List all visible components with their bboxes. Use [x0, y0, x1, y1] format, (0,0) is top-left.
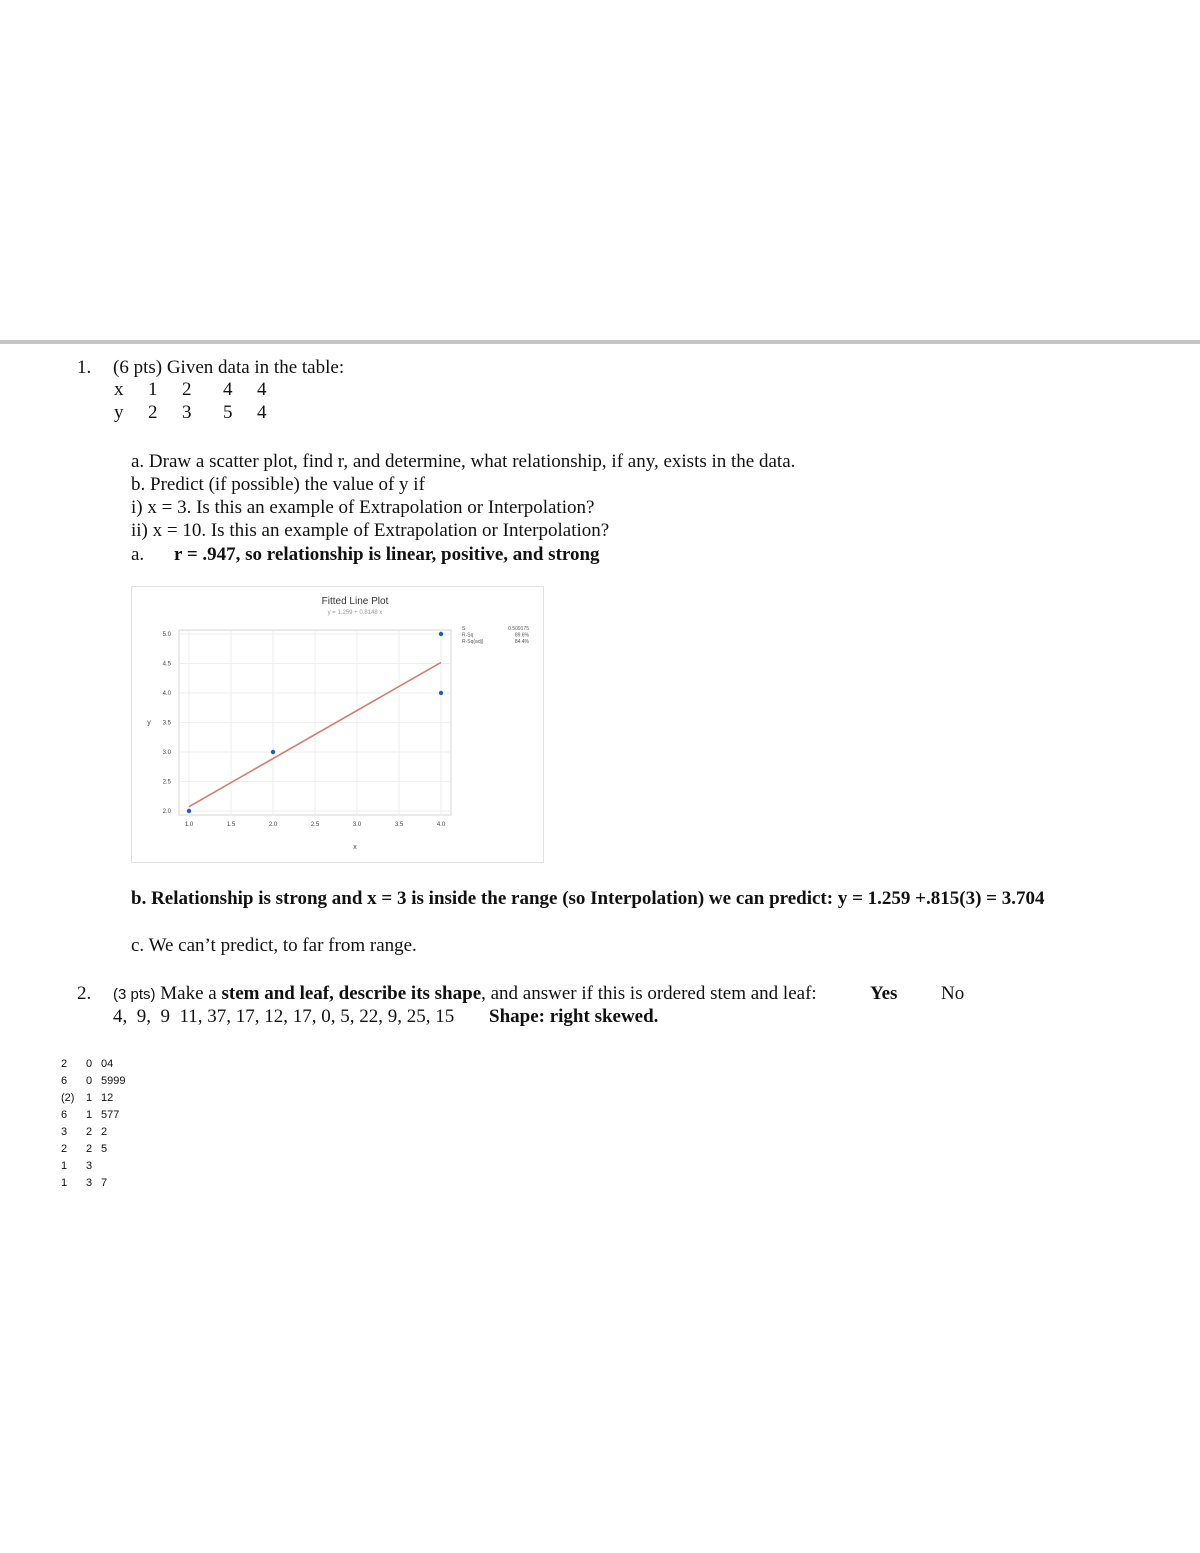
stem-leaf-stem: 2	[86, 1143, 93, 1155]
x-tick-label: 1.0	[184, 822, 194, 828]
table-x-value: 2	[182, 379, 192, 400]
stem-leaf-leaves: 2	[101, 1126, 108, 1138]
answer-a: r = .947, so relationship is linear, positive, and strong	[174, 544, 600, 565]
answer-yes: Yes	[870, 983, 898, 1004]
shape-answer: Shape: right skewed.	[489, 1006, 659, 1027]
x-axis-label: x	[353, 844, 357, 851]
table-y-label: y	[114, 402, 124, 423]
stem-leaf-stem: 1	[86, 1109, 93, 1121]
stem-leaf-count: 6	[61, 1109, 68, 1121]
table-y-value: 4	[257, 402, 267, 423]
y-tick-label: 3.0	[162, 750, 171, 756]
x-tick-label: 3.0	[352, 822, 362, 828]
table-x-value: 4	[257, 379, 267, 400]
stem-leaf-stem: 0	[86, 1058, 93, 1070]
stem-leaf-stem: 1	[86, 1092, 93, 1104]
stem-leaf-stem: 2	[86, 1126, 93, 1138]
points-label: (3 pts)	[113, 986, 156, 1003]
x-tick-label: 1.5	[226, 822, 236, 828]
table-x-value: 4	[223, 379, 233, 400]
answer-a-label: a.	[131, 544, 145, 565]
y-tick-label: 2.5	[162, 779, 171, 786]
stem-leaf-count: 2	[61, 1058, 68, 1070]
stem-leaf-count: 1	[61, 1160, 68, 1172]
stem-leaf-count: (2)	[61, 1092, 75, 1104]
table-y-value: 3	[182, 402, 192, 423]
answer-c: c. We can’t predict, to far from range.	[131, 935, 417, 956]
part-a-text: a. Draw a scatter plot, find r, and determine, what relationship, if any, exists in the data.	[131, 451, 796, 472]
y-axis-label: y	[147, 719, 151, 727]
page-divider	[0, 340, 1200, 344]
data-point	[439, 632, 443, 636]
x-tick-label: 4.0	[436, 822, 446, 828]
stat-value: 84.4%	[514, 639, 529, 645]
stem-leaf-count: 1	[61, 1177, 68, 1189]
stem-leaf-leaves: 04	[101, 1058, 114, 1070]
question-1-number: 1.	[77, 357, 92, 378]
chart-title: Fitted Line Plot	[321, 596, 389, 607]
y-tick-label: 2.0	[162, 809, 171, 815]
stem-leaf-stem: 0	[86, 1075, 93, 1087]
y-tick-label: 4.0	[162, 691, 171, 697]
stem-leaf-leaves: 7	[101, 1177, 108, 1189]
chart-subtitle: y = 1.259 + 0.8148 x	[327, 610, 383, 616]
x-tick-label: 2.5	[310, 822, 320, 828]
stem-leaf-count: 3	[61, 1126, 68, 1138]
part-b-text: b. Predict (if possible) the value of y if	[131, 474, 425, 495]
table-x-label: x	[114, 379, 124, 400]
question-2-data: 4, 9, 9 11, 37, 17, 12, 17, 0, 5, 22, 9, 25, 15	[113, 1006, 455, 1027]
table-x-value: 1	[148, 379, 158, 400]
stem-leaf-leaves: 5999	[101, 1075, 126, 1087]
answer-b: b. Relationship is strong and x = 3 is inside the range (so Interpolation) we can predict: y = 1.259 +.815(3) = 3.704	[131, 888, 1045, 909]
stat-label: S	[462, 626, 466, 632]
y-tick-label: 3.5	[162, 720, 171, 727]
y-tick-label: 5.0	[162, 632, 171, 638]
question-2-number: 2.	[77, 983, 92, 1004]
prompt-bold: stem and leaf, describe its shape	[221, 983, 482, 1004]
stem-leaf-leaves: 12	[101, 1092, 114, 1104]
x-tick-label: 3.5	[394, 822, 404, 828]
stem-leaf-stem: 3	[86, 1177, 93, 1189]
data-point	[439, 691, 443, 695]
data-point	[187, 809, 191, 813]
question-1-prompt: (6 pts) Given data in the table:	[113, 357, 345, 378]
part-b-i-text: i) x = 3. Is this an example of Extrapolation or Interpolation?	[131, 497, 595, 518]
answer-no: No	[941, 983, 965, 1004]
stem-leaf-stem: 3	[86, 1160, 93, 1172]
table-y-value: 2	[148, 402, 158, 423]
stat-value: 89.6%	[514, 632, 529, 639]
stat-label: R-Sq(adj)	[462, 639, 484, 645]
prompt-pre: Make a	[160, 983, 217, 1004]
x-tick-label: 2.0	[268, 822, 278, 828]
y-tick-label: 4.5	[162, 661, 171, 668]
part-b-ii-text: ii) x = 10. Is this an example of Extrapolation or Interpolation?	[131, 520, 610, 541]
table-y-value: 5	[223, 402, 233, 423]
stem-leaf-count: 2	[61, 1143, 68, 1155]
data-point	[271, 750, 275, 754]
stat-label: R-Sq	[462, 632, 474, 639]
fitted-line-plot	[131, 586, 544, 863]
stem-leaf-leaves: 5	[101, 1143, 108, 1155]
stat-value: 0.509175	[508, 626, 529, 632]
question-2-prompt	[113, 982, 817, 1006]
stem-leaf-leaves: 577	[101, 1109, 120, 1121]
prompt-post: , and answer if this is ordered stem and leaf:	[481, 983, 817, 1004]
chart-svg	[132, 587, 543, 862]
stem-leaf-count: 6	[61, 1075, 68, 1087]
